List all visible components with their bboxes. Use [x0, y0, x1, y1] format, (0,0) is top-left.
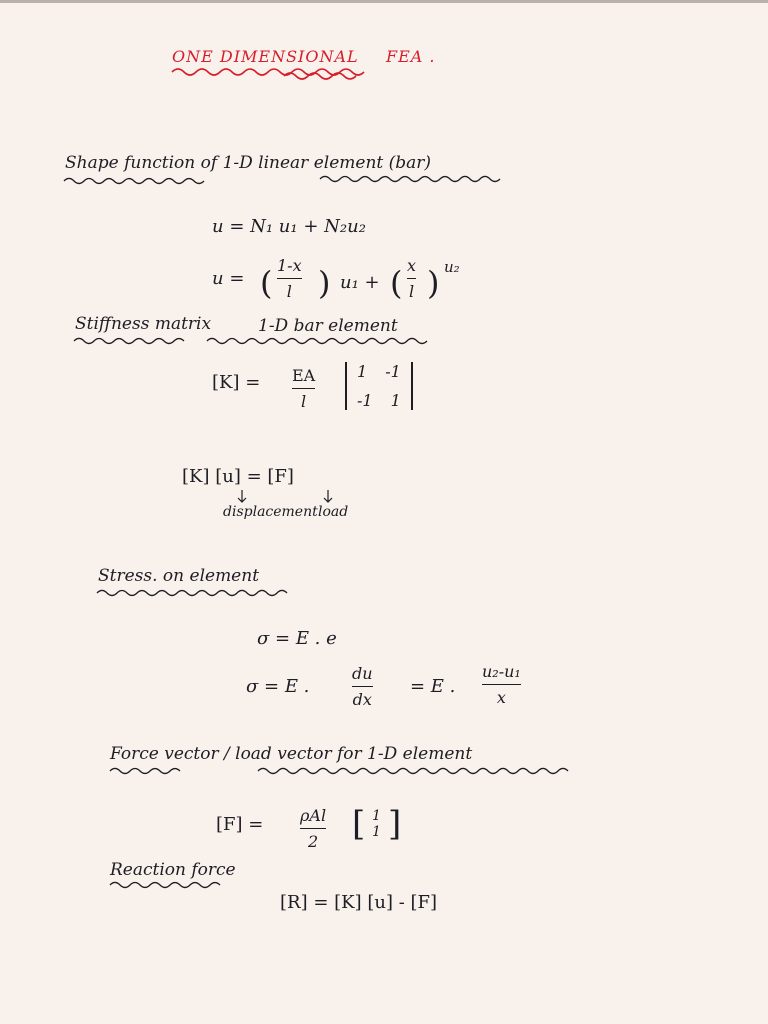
shape-eq2-mid: u₁ +	[340, 272, 380, 293]
shape-function-heading: Shape function of 1-D linear element (bar)	[65, 153, 432, 173]
title-underline-2	[282, 70, 362, 82]
equilibrium-label-load: load	[318, 504, 349, 520]
matrix-cell-21: -1	[357, 391, 373, 410]
shape-frac1-num: 1-x	[277, 256, 302, 275]
stress-frac2	[482, 662, 521, 707]
shape-heading-underline-2	[318, 174, 508, 184]
matrix-cell-22: 1	[390, 391, 401, 410]
title-part1: ONE DIMENSIONAL	[172, 47, 359, 66]
force-bracket-open: [	[352, 804, 366, 844]
stiffness-frac	[292, 366, 315, 411]
shape-frac2-num: x	[407, 256, 417, 275]
stress-frac2-num: u₂-u₁	[482, 662, 521, 681]
stress-frac1-num: du	[352, 664, 373, 683]
stress-eq2-mid: = E .	[410, 676, 456, 697]
force-frac	[300, 806, 326, 851]
shape-heading-underline-1	[62, 176, 212, 186]
title-part2: FEA .	[386, 47, 436, 66]
stiffness-lhs: [K] =	[212, 372, 261, 393]
force-vector	[372, 808, 381, 840]
shape-eq1: u = N₁ u₁ + N₂u₂	[212, 216, 366, 237]
stiffness-heading-2: 1-D bar element	[258, 316, 398, 336]
stiffness-matrix	[345, 362, 413, 410]
paren-close: )	[318, 264, 331, 302]
stiffness-frac-den: l	[301, 392, 307, 411]
stress-heading: Stress. on element	[98, 566, 260, 586]
stress-underline	[95, 588, 295, 598]
stiffness-underline-1	[72, 336, 192, 346]
force-frac-den: 2	[307, 832, 319, 851]
stress-frac1	[352, 664, 373, 709]
force-bracket-close: ]	[388, 804, 402, 844]
reaction-heading: Reaction force	[110, 860, 236, 880]
paren-open-2: (	[390, 264, 403, 302]
paren-open: (	[260, 264, 273, 302]
force-vector-v2: 1	[372, 824, 381, 840]
stiffness-frac-num: EA	[292, 366, 316, 385]
equilibrium-eq: [K] [u] = [F]	[182, 466, 294, 487]
shape-frac1-den: l	[286, 282, 292, 301]
stiffness-heading: Stiffness matrix	[75, 314, 212, 334]
shape-eq2-lhs: u =	[212, 268, 245, 289]
force-heading: Force vector / load vector for 1-D element	[110, 744, 473, 764]
stiffness-underline-2	[205, 336, 435, 346]
force-underline	[108, 766, 578, 776]
shape-frac2	[407, 256, 416, 301]
force-lhs: [F] =	[216, 814, 264, 835]
equilibrium-label-disp: displacement	[223, 504, 318, 520]
page-top-edge	[0, 0, 768, 3]
stress-frac1-den: dx	[352, 690, 372, 709]
force-frac-num: ρAl	[300, 806, 327, 825]
matrix-cell-11: 1	[357, 362, 368, 381]
stress-eq2-lhs: σ = E .	[246, 676, 310, 697]
shape-frac1	[277, 256, 302, 301]
shape-frac2-den: l	[408, 282, 415, 301]
stress-eq1: σ = E . e	[257, 628, 337, 649]
matrix-cell-12: -1	[385, 362, 401, 381]
reaction-underline	[108, 880, 228, 890]
paren-close-2: )	[427, 264, 440, 302]
shape-eq2-end: u₂	[444, 258, 460, 276]
force-vector-v1: 1	[372, 808, 381, 824]
reaction-eq: [R] = [K] [u] - [F]	[280, 892, 438, 913]
stress-frac2-den: x	[496, 688, 506, 707]
